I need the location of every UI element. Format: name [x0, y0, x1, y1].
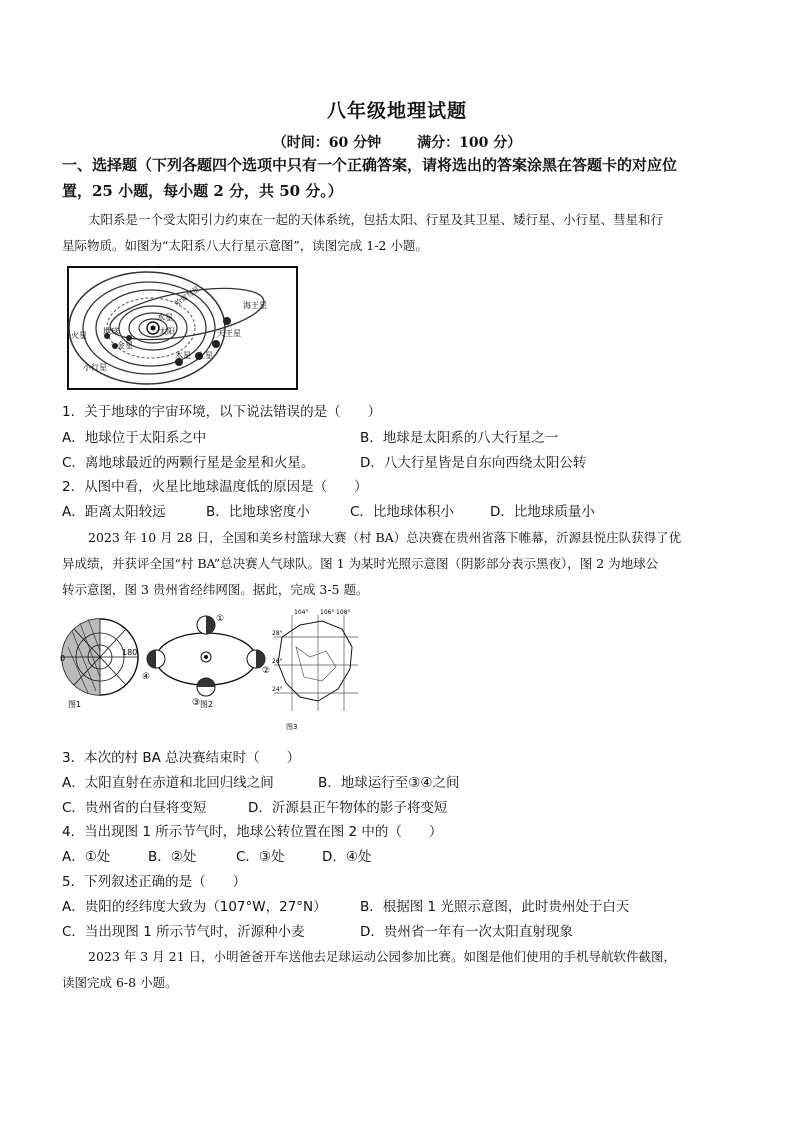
fig3-caption: 图3: [286, 723, 298, 731]
fig2-caption: 图2: [200, 700, 214, 709]
q3-option-d: D．沂源县正午物体的影子将变短: [248, 800, 448, 816]
label-asteroid: 小行星: [83, 363, 107, 372]
label-jupiter: 木星: [175, 351, 191, 360]
map-lon-106: 106°: [320, 609, 335, 616]
q5-option-a: A．贵阳的经纬度大致为（107°W，27°N）: [62, 899, 327, 915]
figures-1-3: [60, 607, 360, 735]
fig1-lon-left: 0: [60, 654, 66, 663]
label-mercury: 水星: [157, 313, 173, 322]
q4-option-a: A．①处: [62, 849, 111, 865]
q1-option-a: A．地球位于太阳系之中: [62, 430, 207, 446]
passage3-line1: 2023 年 3 月 21 日，小明爸爸开车送他去足球运动公园参加比赛。如图是他们使用的手机导航软件截图，: [88, 949, 677, 964]
q4-option-b: B．②处: [148, 849, 197, 865]
q2-option-a: A．距离太阳较远: [62, 504, 166, 520]
passage2-line3: 转示意图，图 3 贵州省经纬网图。据此，完成 3-5 题。: [62, 582, 369, 597]
fig1-lon-right: 180: [122, 648, 138, 657]
label-sun: 太阳: [159, 327, 175, 336]
q2-option-b: B．比地球密度小: [206, 504, 310, 520]
orbit-figure: [142, 614, 270, 709]
exam-score: 满分：100 分）: [417, 135, 522, 151]
q4-stem: 4．当出现图 1 所示节气时，地球公转位置在图 2 中的（ ）: [62, 824, 443, 840]
section-heading-line2: 置，25 小题，每小题 2 分，共 50 分。）: [62, 182, 343, 200]
orbit-pos-1: ①: [216, 614, 225, 624]
passage1-line1: 太阳系是一个受太阳引力约束在一起的天体系统，包括太阳、行星及其卫星、矮行星、小行星、彗星和行: [88, 212, 664, 227]
q2-option-c: C．比地球体积小: [350, 504, 454, 520]
q5-option-b: B．根据图 1 光照示意图，此时贵州处于白天: [360, 899, 630, 915]
q3-option-c: C．贵州省的白昼将变短: [62, 800, 207, 816]
label-uranus: 天王星: [217, 329, 241, 338]
map-lat-26: 26°: [272, 658, 283, 665]
q5-option-d: D．贵州省一年有一次太阳直射现象: [360, 924, 573, 940]
label-mars: 火星: [71, 331, 87, 340]
q2-option-d: D．比地球质量小: [490, 504, 595, 520]
illumination-figure: [60, 619, 138, 709]
guizhou-map-figure: [272, 609, 358, 731]
label-neptune: 海王星: [243, 301, 267, 310]
passage2-line1: 2023 年 10 月 28 日，全国和美乡村篮球大赛（村 BA）总决赛在贵州省落下帷幕，沂源县悦庄队获得了优: [88, 530, 682, 545]
orbit-pos-3: ③: [192, 698, 201, 708]
map-lon-108: 108°: [336, 609, 351, 616]
q1-stem: 1．关于地球的宇宙环境，以下说法错误的是（ ）: [62, 404, 382, 420]
passage2-line2: 异成绩，并获评全国“村 BA”总决赛人气球队。图 1 为某时光照示意图（阴影部分表示黑夜），图 2 为地球公: [62, 556, 659, 571]
q2-stem: 2．从图中看，火星比地球温度低的原因是（ ）: [62, 479, 368, 495]
page-title: 八年级地理试题: [326, 100, 467, 122]
solar-system-figure: [67, 266, 298, 390]
q4-option-c: C．③处: [236, 849, 285, 865]
map-lon-104: 104°: [294, 609, 309, 616]
q1-option-b: B．地球是太阳系的八大行星之一: [360, 430, 559, 446]
q5-stem: 5．下列叙述正确的是（ ）: [62, 874, 247, 890]
exam-subtitle: [0, 132, 794, 152]
passage3-line2: 读图完成 6-8 小题。: [62, 975, 178, 990]
q3-option-b: B．地球运行至③④之间: [318, 775, 460, 791]
q1-option-d: D．八大行星皆是自东向西绕太阳公转: [360, 455, 587, 471]
exam-time: （时间：60 分钟: [272, 135, 382, 151]
orbit-pos-4: ④: [142, 672, 151, 682]
section-heading-line1: 一、选择题（下列各题四个选项中只有一个正确答案，请将选出的答案涂黑在答题卡的对应位: [62, 156, 678, 174]
q3-option-a: A．太阳直射在赤道和北回归线之间: [62, 775, 274, 791]
orbit-pos-2: ②: [262, 666, 271, 676]
q5-option-c: C．当出现图 1 所示节气时，沂源种小麦: [62, 924, 305, 940]
label-venus: 金星: [117, 341, 133, 350]
label-earth: 地球: [103, 327, 119, 336]
label-halley: 哈雷彗星: [173, 285, 202, 308]
fig1-caption: 图1: [68, 700, 82, 709]
q4-option-d: D．④处: [322, 849, 372, 865]
q1-option-c: C．离地球最近的两颗行星是金星和火星。: [62, 455, 315, 471]
map-lat-24: 24°: [272, 686, 283, 693]
passage1-line2: 星际物质。如图为“太阳系八大行星示意图”，读图完成 1-2 小题。: [62, 238, 428, 253]
map-lat-28: 28°: [272, 630, 283, 637]
q3-stem: 3．本次的村 BA 总决赛结束时（ ）: [62, 750, 301, 766]
label-saturn: 土星: [197, 351, 213, 360]
